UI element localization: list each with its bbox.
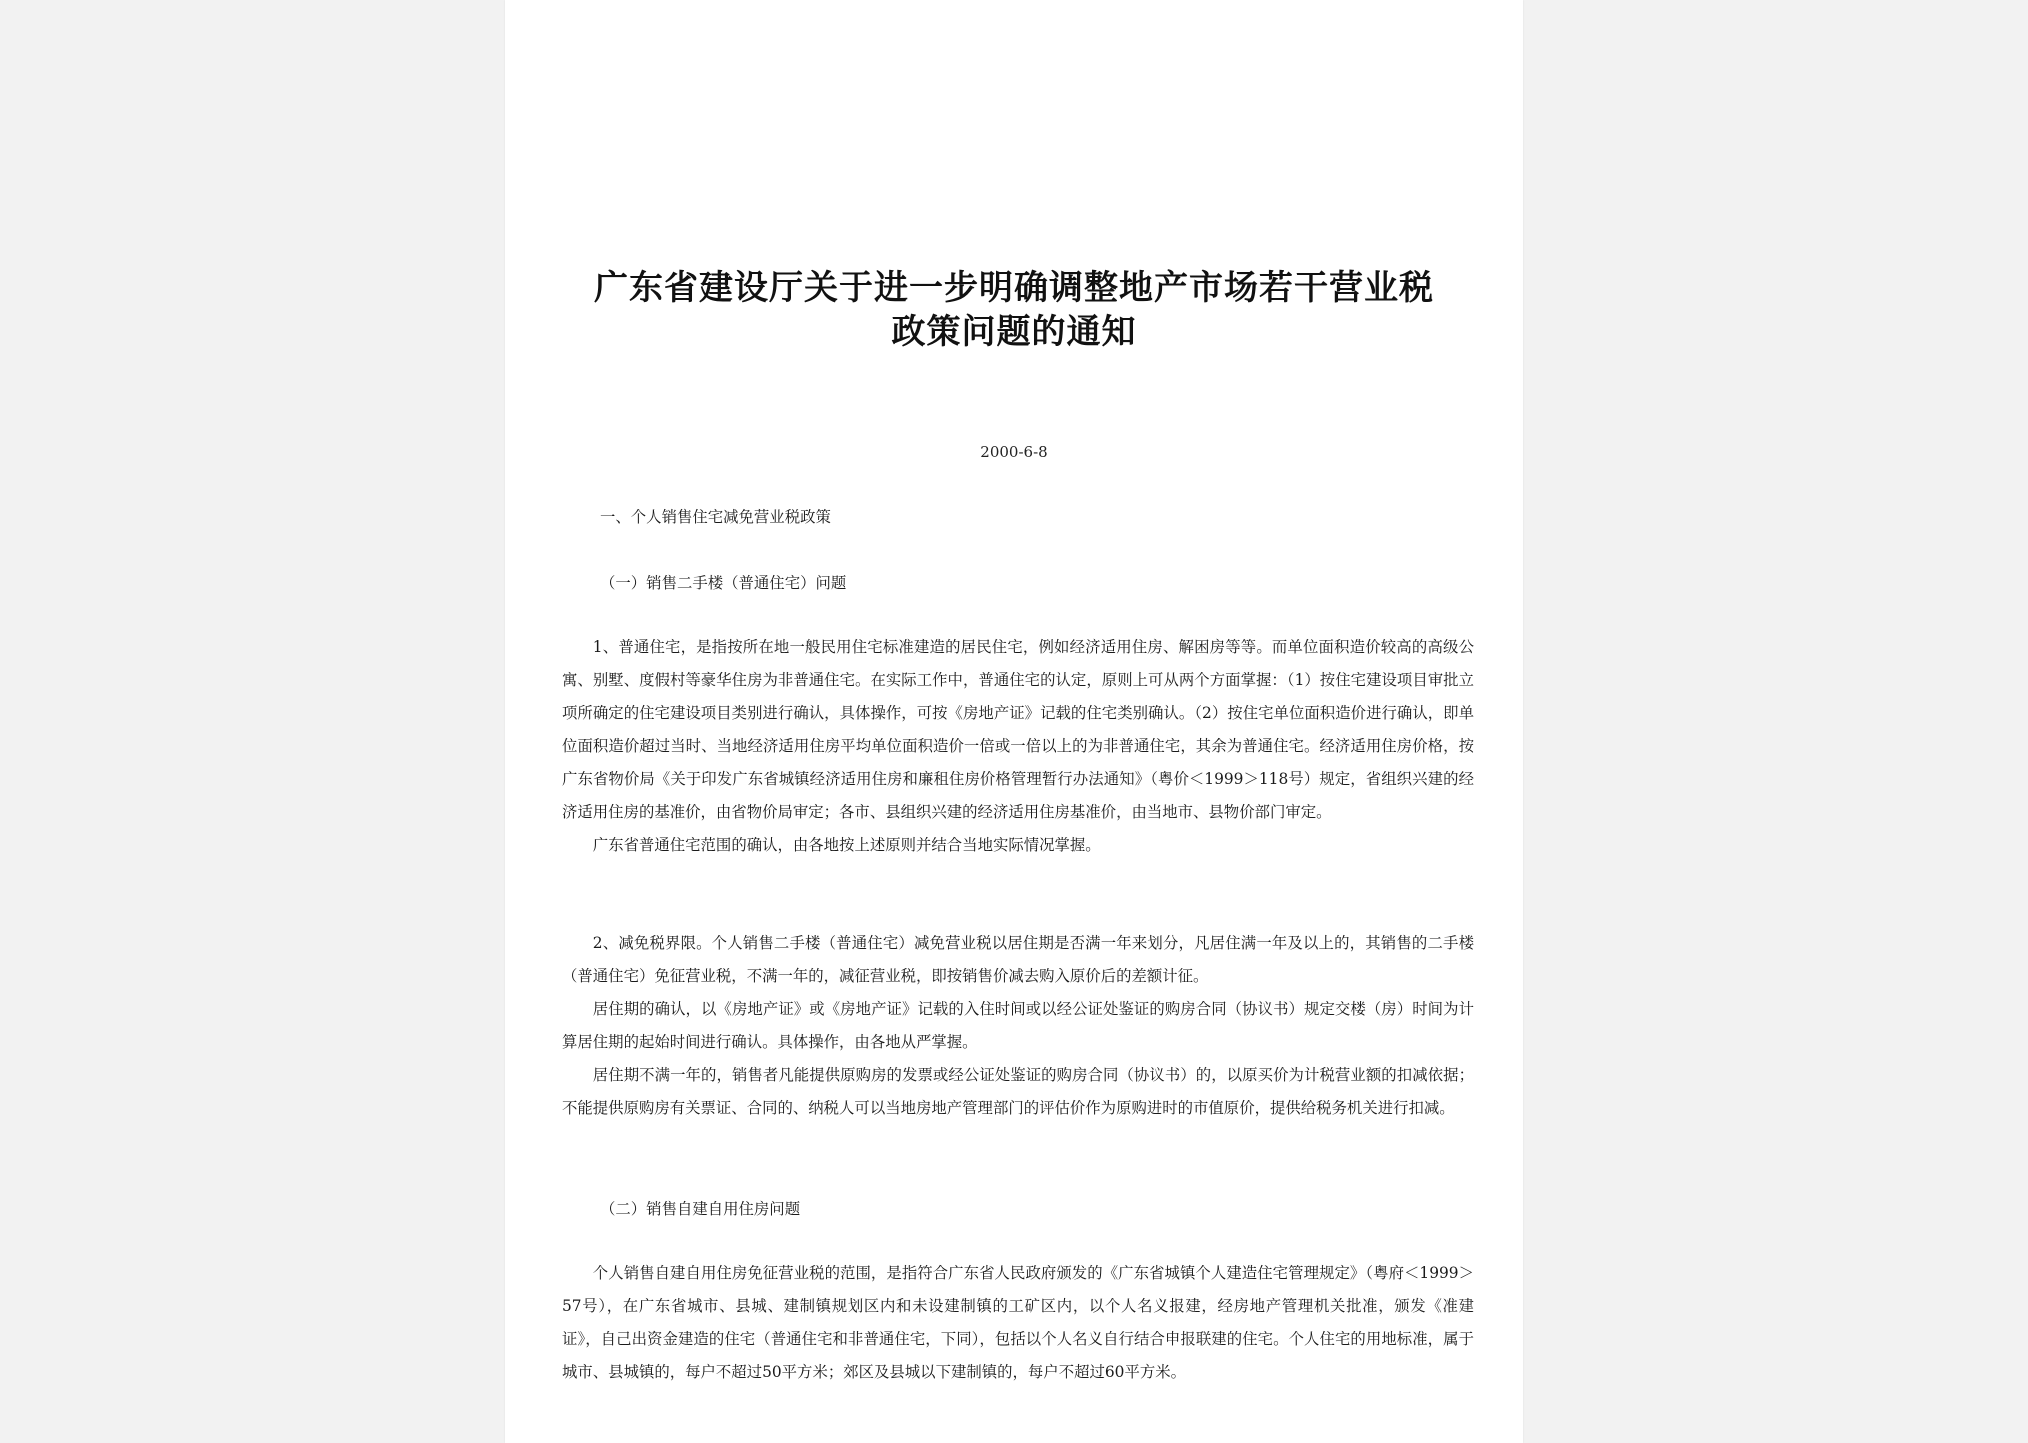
body-block-3 (562, 1257, 1474, 1389)
document-title-line-1: 广东省建设厅关于进一步明确调整地产市场若干营业税 (594, 268, 1434, 308)
document-title-line-2: 政策问题的通知 (891, 312, 1137, 352)
subsection-1-heading: （一）销售二手楼（普通住宅）问题 (600, 574, 847, 592)
section-1-heading: 一、个人销售住宅减免营业税政策 (600, 508, 831, 526)
paragraph-ordinary-housing: 1、普通住宅，是指按所在地一般民用住宅标准建造的居民住宅，例如经济适用住房、解困房等等。而单位面积造价较高的高级公寓、别墅、度假村等豪华住房为非普通住宅。在实际工作中，普通住宅的认定，原则上可从两个方面掌握：（1）按住宅建设项目审批立项所确定的住宅建设项目类别进行确认，具体操作，可按《房地产证》记载的住宅类别确认。（2）按住宅单位面积造价进行确认，即单位面积造价超过当时、当地经济适用住房平均单位面积造价一倍或一倍以上的为非普通住宅，其余为普通住宅。经济适用住房价格，按广东省物价局《关于印发广东省城镇经济适用住房和廉租住房价格管理暂行办法通知》（粤价＜1999＞118号）规定，省组织兴建的经济适用住房的基准价，由省物价局审定；各市、县组织兴建的经济适用住房基准价，由当地市、县物价部门审定。 (562, 638, 1474, 821)
paragraph-residence-period: 居住期的确认，以《房地产证》或《房地产证》记载的入住时间或以经公证处鉴证的购房合同（协议书）规定交楼（房）时间为计算居住期的起始时间进行确认。具体操作，由各地从严掌握。 (562, 1000, 1474, 1051)
document-page (505, 0, 1523, 1443)
document-date: 2000-6-8 (980, 443, 1048, 461)
paragraph-self-built-housing: 个人销售自建自用住房免征营业税的范围，是指符合广东省人民政府颁发的《广东省城镇个人建造住宅管理规定》（粤府＜1999＞57号），在广东省城市、县城、建制镇规划区内和未设建制镇的工矿区内，以个人名义报建，经房地产管理机关批准，颁发《准建证》，自己出资金建造的住宅（普通住宅和非普通住宅，下同），包括以个人名义自行结合申报联建的住宅。个人住宅的用地标准，属于城市、县城镇的，每户不超过50平方米；郊区及县城以下建制镇的，每户不超过60平方米。 (562, 1264, 1474, 1381)
paragraph-scope-confirmation: 广东省普通住宅范围的确认，由各地按上述原则并结合当地实际情况掌握。 (592, 836, 1101, 854)
body-block-1 (562, 631, 1474, 862)
paragraph-deduction-basis: 居住期不满一年的，销售者凡能提供原购房的发票或经公证处鉴证的购房合同（协议书）的，以原买价为计税营业额的扣减依据；不能提供原购房有关票证、合同的、纳税人可以当地房地产管理部门的评估价作为原购进时的市值原价，提供给税务机关进行扣减。 (562, 1066, 1474, 1117)
subsection-2-heading: （二）销售自建自用住房问题 (600, 1200, 801, 1218)
body-block-2 (562, 927, 1474, 1125)
paragraph-tax-threshold: 2、减免税界限。个人销售二手楼（普通住宅）减免营业税以居住期是否满一年来划分，凡居住满一年及以上的，其销售的二手楼（普通住宅）免征营业税，不满一年的，减征营业税，即按销售价减去购入原价后的差额计征。 (562, 934, 1474, 985)
